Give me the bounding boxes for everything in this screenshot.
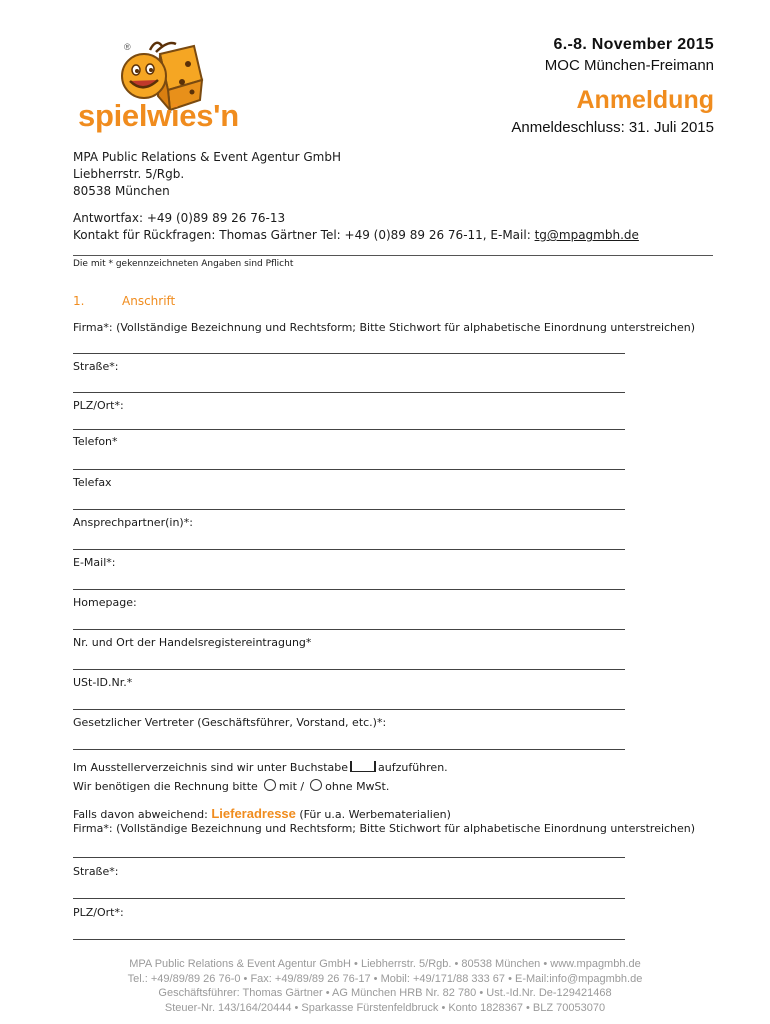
event-date: 6.-8. November 2015	[553, 36, 714, 53]
reply-fax: Antwortfax: +49 (0)89 89 26 76-13	[73, 211, 286, 225]
without-vat-label: ohne MwSt.	[325, 780, 390, 793]
organizer-city: 80538 München	[73, 184, 170, 198]
contact-email-link[interactable]: tg@mpagmbh.de	[534, 228, 639, 242]
organizer-street: Liebherrstr. 5/Rgb.	[73, 167, 185, 181]
with-vat-label: mit /	[278, 780, 305, 793]
without-vat-radio[interactable]	[310, 779, 322, 791]
delivery-prefix: Falls davon abweichend:	[73, 808, 208, 821]
contact-line	[73, 227, 639, 244]
vat-id-label: USt-ID.Nr.*	[73, 676, 133, 689]
delivery-zip-city-field[interactable]	[73, 939, 625, 940]
email-field[interactable]	[73, 589, 625, 590]
company-field[interactable]	[73, 353, 625, 354]
directory-line	[73, 761, 448, 774]
zip-city-label: PLZ/Ort*:	[73, 399, 124, 412]
trade-register-label: Nr. und Ort der Handelsregistereintragung*	[73, 636, 312, 649]
registration-deadline: Anmeldeschluss: 31. Juli 2015	[511, 119, 714, 136]
section-number: 1.	[73, 294, 85, 308]
street-field[interactable]	[73, 392, 625, 393]
homepage-field[interactable]	[73, 629, 625, 630]
event-venue: MOC München-Freimann	[544, 57, 714, 74]
legal-rep-label: Gesetzlicher Vertreter (Geschäftsführer, Vorstand, etc.)*:	[73, 716, 387, 729]
delivery-suffix: (Für u.a. Werbematerialien)	[299, 808, 451, 821]
email-label: E-Mail*:	[73, 556, 116, 569]
delivery-company-field[interactable]	[73, 857, 625, 858]
directory-letter-field[interactable]	[350, 761, 376, 772]
footer	[0, 957, 770, 1015]
phone-label: Telefon*	[73, 435, 118, 448]
logo-wordmark: spielwies'n	[78, 98, 239, 133]
page-title: Anmeldung	[576, 86, 714, 114]
organizer-address	[73, 149, 341, 200]
homepage-label: Homepage:	[73, 596, 137, 609]
fax-label: Telefax	[73, 476, 112, 489]
footer-line-2: Tel.: +49/89/89 26 76-0 • Fax: +49/89/89 26 76-17 • Mobil: +49/171/88 333 67 • E-Mail:info@mpagmbh.de	[127, 972, 643, 985]
trade-register-field[interactable]	[73, 669, 625, 670]
section-title: Anschrift	[122, 294, 176, 308]
footer-line-4: Steuer-Nr. 143/164/20444 • Sparkasse Fürstenfeldbruck • Konto 1828367 • BLZ 70053070	[164, 1001, 606, 1014]
footer-line-1: MPA Public Relations & Event Agentur GmbH • Liebherrstr. 5/Rgb. • 80538 München • www.mpagmbh.de	[129, 958, 641, 970]
legal-rep-field[interactable]	[73, 749, 625, 750]
zip-city-field[interactable]	[73, 429, 625, 430]
delivery-heading	[73, 806, 451, 821]
delivery-highlight: Lieferadresse	[211, 806, 296, 821]
required-note: Die mit * gekennzeichneten Angaben sind Pflicht	[73, 259, 294, 269]
footer-line-3: Geschäftsführer: Thomas Gärtner • AG München HRB Nr. 82 780 • Ust.-Id.Nr. De-129421468	[158, 987, 612, 999]
contact-block	[73, 210, 639, 244]
directory-text-after: aufzuführen.	[378, 761, 448, 774]
street-label: Straße*:	[73, 360, 119, 373]
invoice-label: Wir benötigen die Rechnung bitte	[73, 780, 258, 793]
vat-id-field[interactable]	[73, 709, 625, 710]
contact-person-field[interactable]	[73, 549, 625, 550]
directory-text-before: Im Ausstellerverzeichnis sind wir unter Buchstabe	[73, 761, 348, 774]
registered-mark: ®	[124, 42, 131, 52]
delivery-zip-city-label: PLZ/Ort*:	[73, 906, 124, 919]
fax-field[interactable]	[73, 509, 625, 510]
invoice-line	[73, 779, 389, 793]
delivery-company-label: Firma*: (Vollständige Bezeichnung und Rechtsform; Bitte Stichwort für alphabetische Einordnung unterstreichen)	[73, 822, 696, 835]
delivery-street-label: Straße*:	[73, 865, 119, 878]
company-label: Firma*: (Vollständige Bezeichnung und Rechtsform; Bitte Stichwort für alphabetische Einordnung unterstreichen)	[73, 321, 696, 334]
contact-prefix: Kontakt für Rückfragen: Thomas Gärtner Tel: +49 (0)89 89 26 76-11, E-Mail:	[73, 228, 535, 242]
phone-field[interactable]	[73, 469, 625, 470]
delivery-street-field[interactable]	[73, 898, 625, 899]
with-vat-radio[interactable]	[264, 779, 276, 791]
contact-person-label: Ansprechpartner(in)*:	[73, 516, 193, 529]
organizer-name: MPA Public Relations & Event Agentur GmbH	[73, 150, 341, 164]
header-divider	[73, 255, 713, 256]
